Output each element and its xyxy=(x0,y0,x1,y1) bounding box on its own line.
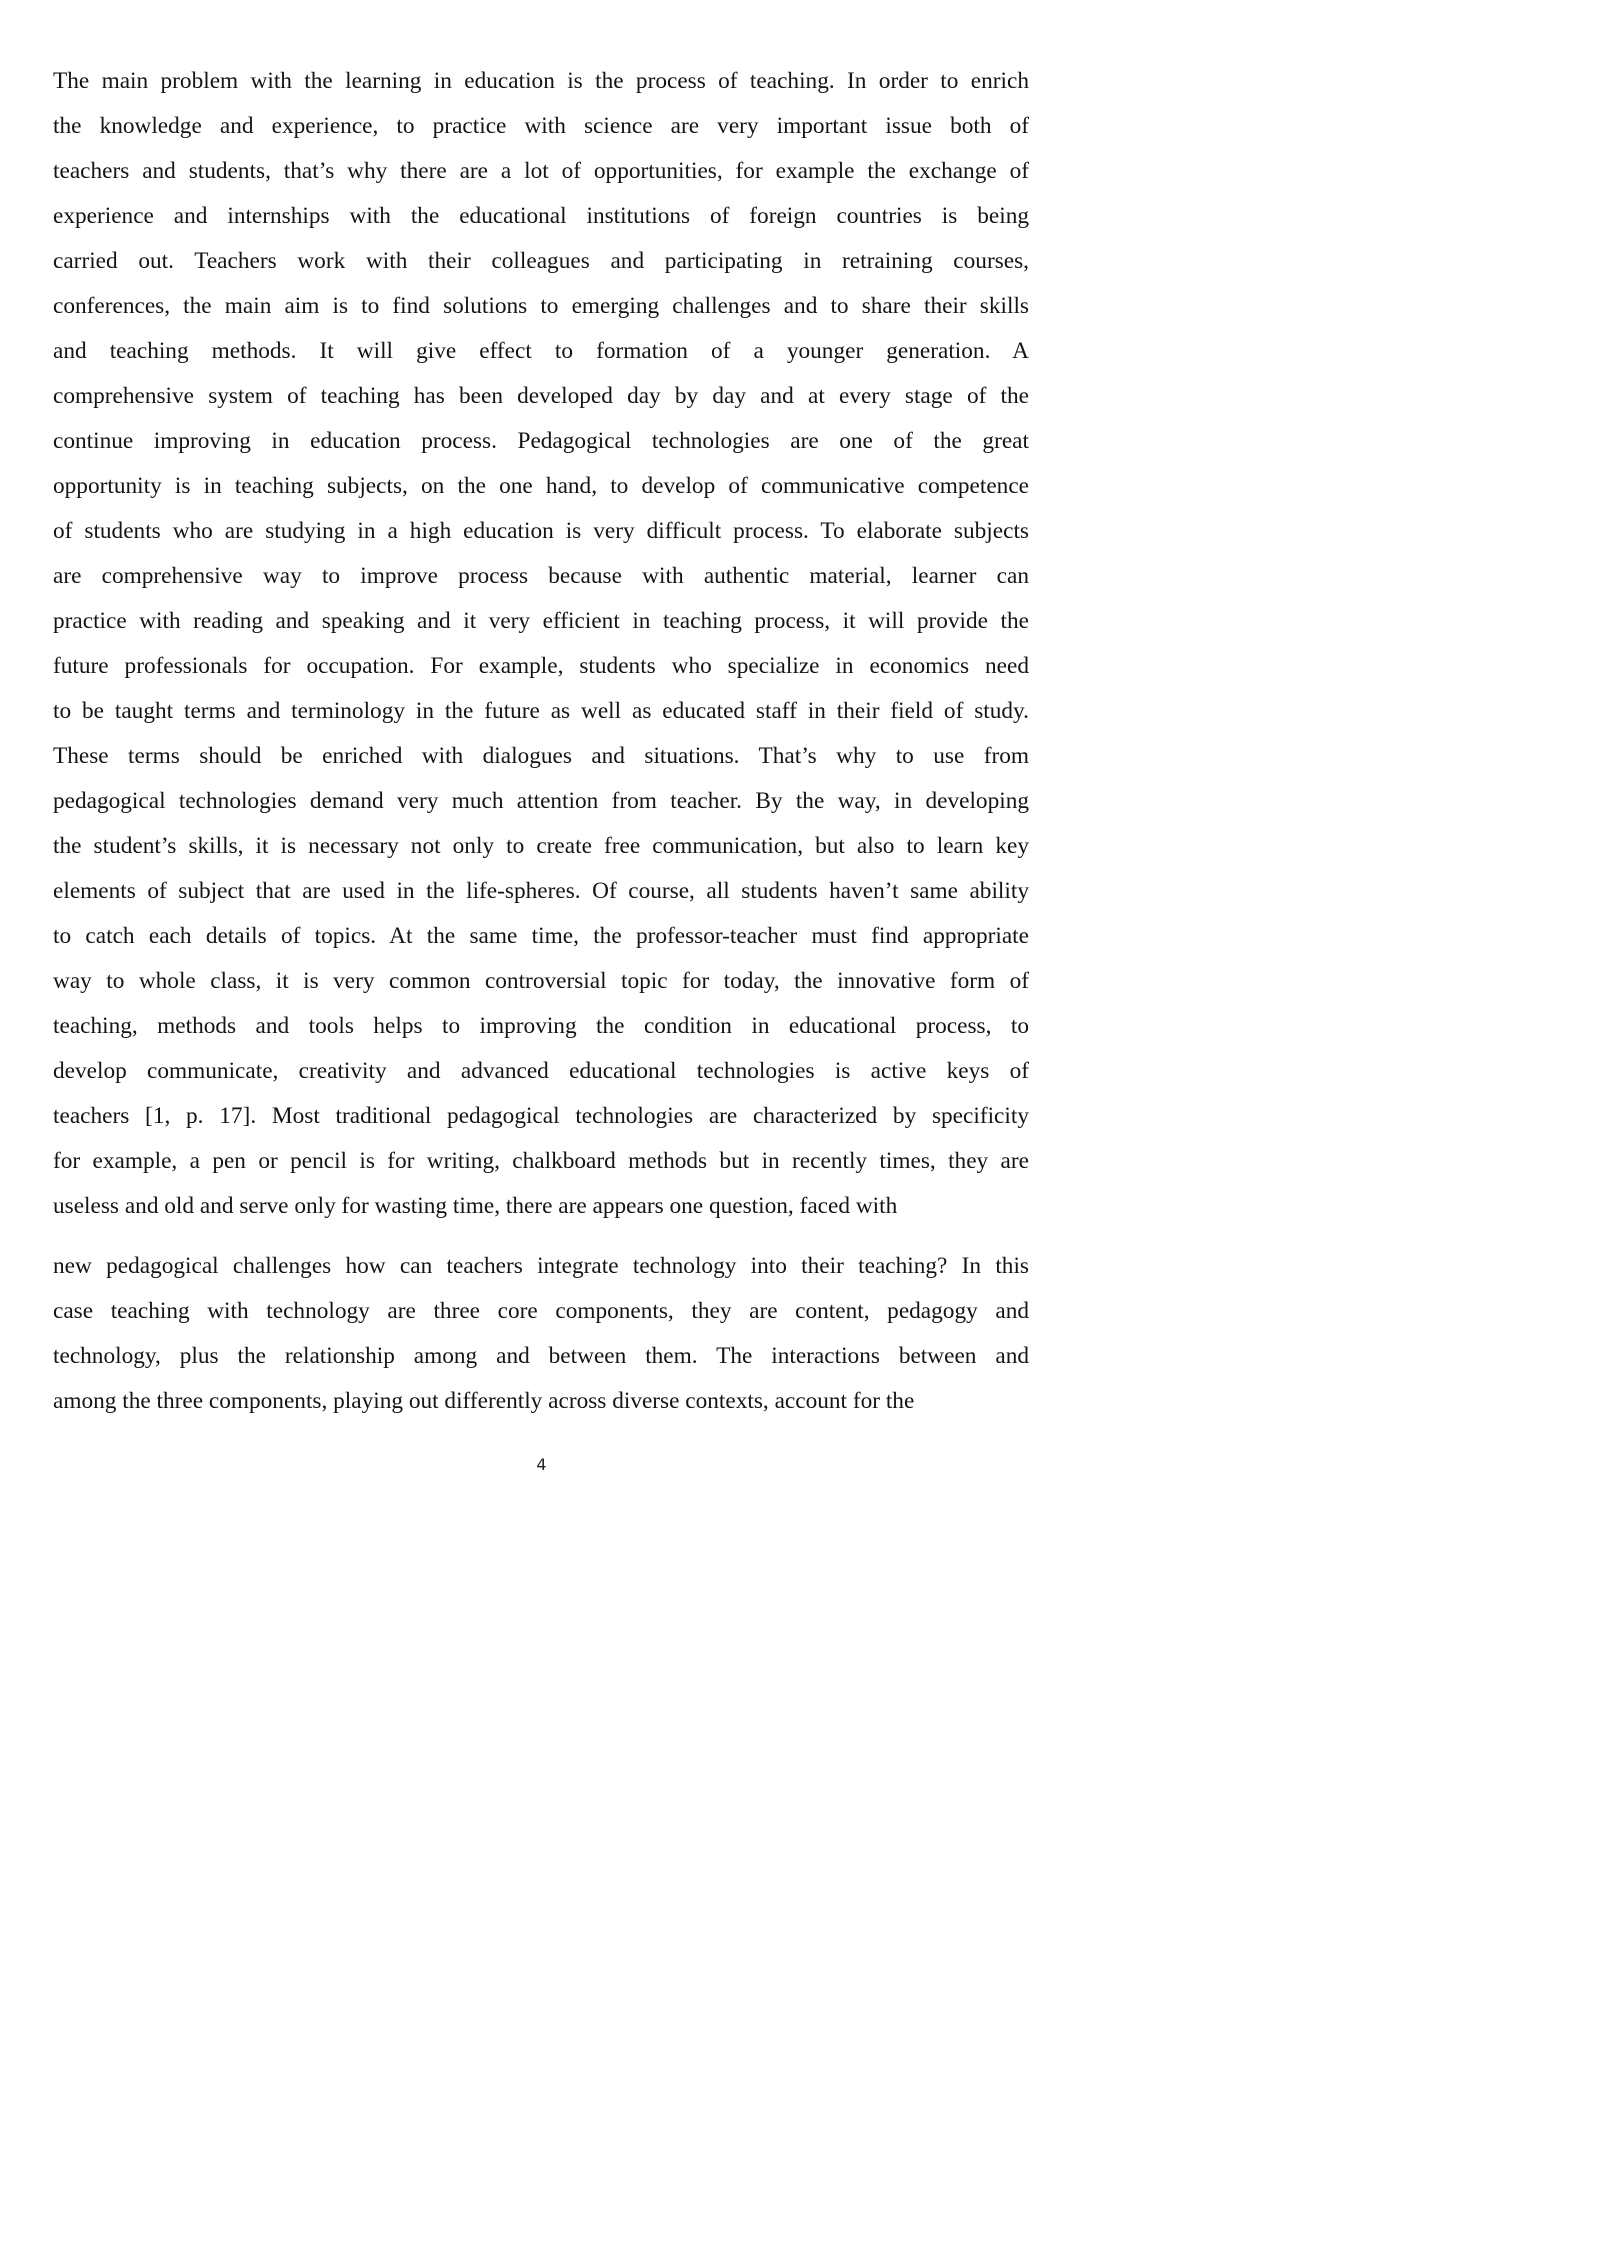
text-line: conferences, the main aim is to find solutions to emerging challenges and to share their skills xyxy=(53,293,1029,319)
document-page xyxy=(0,0,1101,1553)
text-line: experience and internships with the educational institutions of foreign countries is being xyxy=(53,203,1029,229)
text-line: pedagogical technologies demand very much attention from teacher. By the way, in developing xyxy=(53,788,1029,814)
text-line: comprehensive system of teaching has been developed day by day and at every stage of the xyxy=(53,383,1029,409)
text-line: teaching, methods and tools helps to improving the condition in educational process, to xyxy=(53,1013,1029,1039)
page-number: 4 xyxy=(536,1455,547,1474)
body-paragraph-2 xyxy=(53,1244,1029,1424)
text-line: useless and old and serve only for wasting time, there are appears one question, faced with xyxy=(53,1193,898,1219)
text-line: to be taught terms and terminology in the future as well as educated staff in their field of study. xyxy=(53,698,1029,724)
text-line: for example, a pen or pencil is for writing, chalkboard methods but in recently times, they are xyxy=(53,1148,1029,1174)
text-line: new pedagogical challenges how can teachers integrate technology into their teaching? In this xyxy=(53,1253,1029,1279)
text-line: case teaching with technology are three core components, they are content, pedagogy and xyxy=(53,1298,1029,1324)
text-line: future professionals for occupation. For example, students who specialize in economics need xyxy=(53,653,1029,679)
text-line: The main problem with the learning in education is the process of teaching. In order to enrich xyxy=(53,68,1029,94)
text-line: of students who are studying in a high education is very difficult process. To elaborate subjects xyxy=(53,518,1029,544)
text-line: These terms should be enriched with dialogues and situations. That’s why to use from xyxy=(53,743,1029,769)
text-line: way to whole class, it is very common controversial topic for today, the innovative form of xyxy=(53,968,1029,994)
body-paragraph-1 xyxy=(53,59,1029,1229)
text-line: elements of subject that are used in the life-spheres. Of course, all students haven’t same ability xyxy=(53,878,1029,904)
text-line: teachers [1, p. 17]. Most traditional pedagogical technologies are characterized by specificity xyxy=(53,1103,1029,1129)
text-line: among the three components, playing out differently across diverse contexts, account for the xyxy=(53,1388,915,1414)
text-line: technology, plus the relationship among and between them. The interactions between and xyxy=(53,1343,1029,1369)
text-line: the student’s skills, it is necessary not only to create free communication, but also to learn key xyxy=(53,833,1029,859)
text-line: opportunity is in teaching subjects, on the one hand, to develop of communicative competence xyxy=(53,473,1029,499)
text-line: the knowledge and experience, to practice with science are very important issue both of xyxy=(53,113,1029,139)
text-line: are comprehensive way to improve process because with authentic material, learner can xyxy=(53,563,1029,589)
text-line: teachers and students, that’s why there are a lot of opportunities, for example the exchange of xyxy=(53,158,1029,184)
text-line: to catch each details of topics. At the same time, the professor-teacher must find appropriate xyxy=(53,923,1029,949)
text-line: and teaching methods. It will give effect to formation of a younger generation. A xyxy=(53,338,1029,364)
text-line: practice with reading and speaking and it very efficient in teaching process, it will provide the xyxy=(53,608,1029,634)
text-line: develop communicate, creativity and advanced educational technologies is active keys of xyxy=(53,1058,1029,1084)
text-line: continue improving in education process. Pedagogical technologies are one of the great xyxy=(53,428,1029,454)
text-line: carried out. Teachers work with their colleagues and participating in retraining courses, xyxy=(53,248,1029,274)
